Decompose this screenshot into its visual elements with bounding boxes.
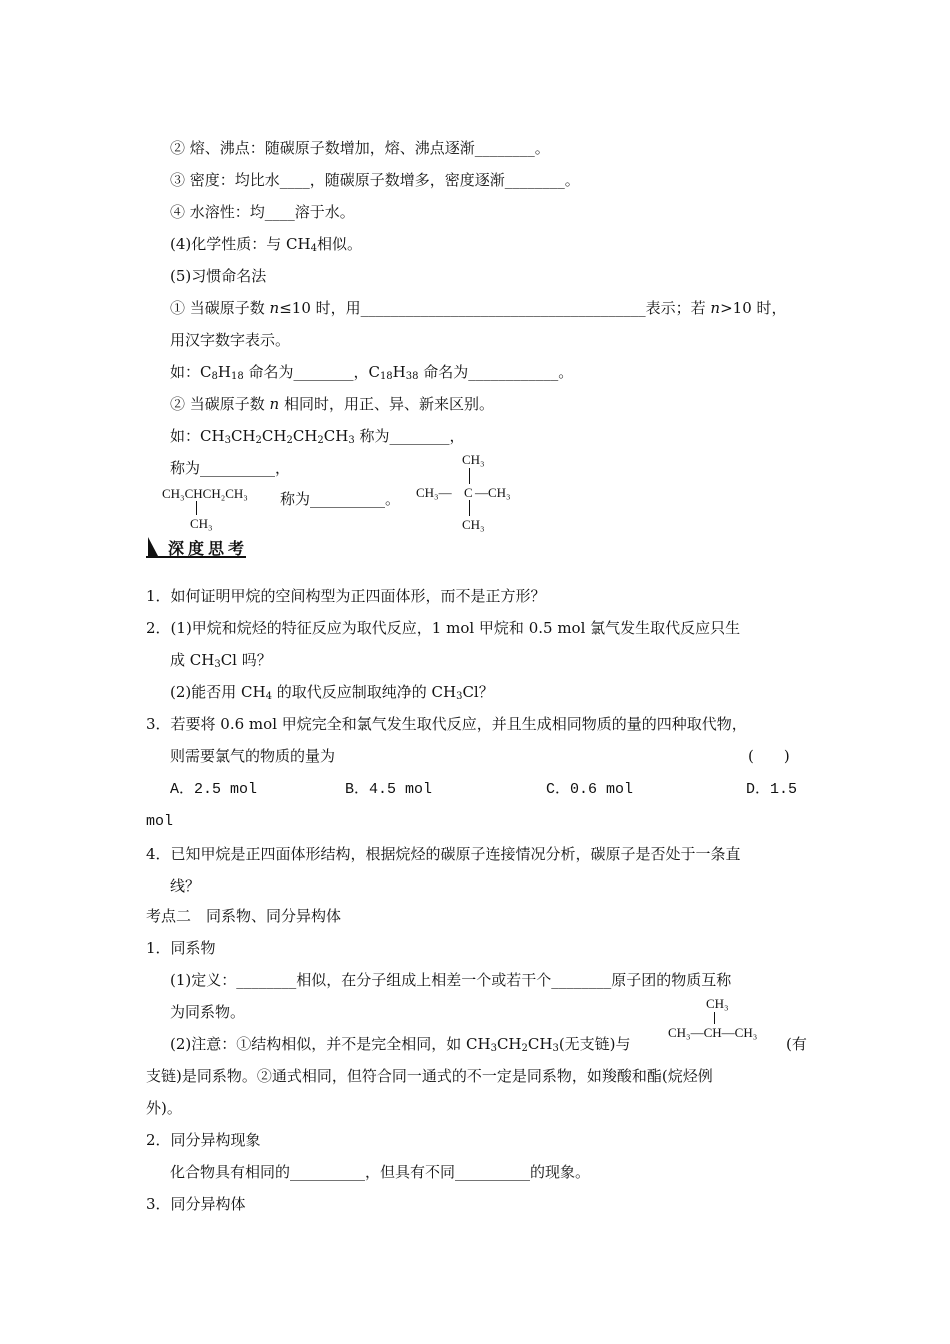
question-2-part1: 2．(1)甲烷和烷烃的特征反应为取代反应，1 mol 甲烷和 0.5 mol 氯气发生取代反应只生 [146,619,741,637]
option-c: C．0.6 mol [546,781,634,798]
section-header-icon [148,537,158,556]
structure-top: CH₃ [462,452,485,467]
text-line-naming-rule-1: ① 当碳原子数 n≤10 时，用______________________________________表示；若 n>10 时， [170,299,787,317]
question-2-part2: (2)能否用 $CH_4$ 的取代反应制取纯净的 $CH_3Cl$？ [170,683,494,702]
structure-left: CH₃— [416,485,452,500]
topic-2-subheading-3: 3．同分异构体 [146,1195,246,1213]
text-line-neopentane-label: 称为__________。 [280,490,401,508]
note-line-3: 外)。 [146,1099,182,1117]
definition-line-1: (1)定义：________相似，在分子组成上相差一个或若干个________原子团的物质互称 [170,971,732,989]
text-line-naming-heading: (5)习惯命名法 [170,267,267,285]
text-line-naming-rule-2: ② 当碳原子数 n 相同时，用正、异、新来区别。 [170,395,494,413]
structure-bond [469,500,470,516]
topic-2-subheading-2: 2．同分异构现象 [146,1131,261,1149]
question-3: 3．若要将 0.6 mol 甲烷完全和氯气发生取代反应，并且生成相同物质的量的四种取代物， [146,715,747,733]
structure-bond [714,1012,715,1024]
text-line-naming-example-1: 如：$C_8H_{18}$ 命名为________，$C_{18}H_{38}$ 命名为____________。 [170,363,574,382]
question-3-cont: 则需要氯气的物质的量为 [170,747,336,765]
definition-line-2: 为同系物。 [170,1003,246,1021]
question-4: 4．已知甲烷是正四面体形结构，根据烷烃的碳原子连接情况分析，碳原子是否处于一条直 [146,845,741,863]
section-header: 深度思考 [168,539,249,558]
structure-center: C [464,485,473,500]
question-1: 1．如何证明甲烷的空间构型为正四面体形，而不是正方形？ [146,587,546,605]
note-line-1-end: (有 [786,1035,807,1053]
question-2-part1-cont: 成 $CH_3Cl$ 吗？ [170,651,272,670]
text-line-solubility: ④ 水溶性：均____溶于水。 [170,203,355,221]
structure-bottom: CH₃ [462,517,485,532]
answer-paren: ( ) [748,747,790,765]
question-4-cont: 线？ [170,877,201,895]
isomerism-definition: 化合物具有相同的__________，但具有不同__________的现象。 [170,1163,591,1181]
text-line-chemical-properties: (4)化学性质：与 $CH_4$相似。 [170,235,362,254]
text-line-naming-rule-1-cont: 用汉字数字表示。 [170,331,291,349]
option-b: B．4.5 mol [345,781,433,798]
text-line-naming-example-2: 如：$CH_3CH_2CH_2CH_2CH_3$ 称为________， [170,427,465,446]
text-line-isobutane-label: 称为__________， [170,459,291,477]
topic-2-title: 考点二 同系物、同分异构体 [146,907,342,925]
structure-top: CH₃ [706,996,729,1011]
option-a: A．2.5 mol [170,781,258,798]
text-line-density: ③ 密度：均比水____，随碳原子数增多，密度逐渐________。 [170,171,580,189]
structure-bond [469,468,470,484]
option-d: D．1.5 [746,781,798,798]
structure-right: —CH₃ [475,485,511,500]
option-d-unit: mol [146,813,174,830]
topic-2-subheading-1: 1．同系物 [146,939,216,957]
note-line-1: (2)注意：①结构相似，并不是完全相同，如 $CH_3CH_2CH_3$(无支链)与 [170,1035,631,1054]
structure-branch: CH₃ [190,516,213,531]
note-line-2: 支链)是同系物。②通式相同，但符合同一通式的不一定是同系物，如羧酸和酯(烷烃例 [146,1067,713,1085]
structure-main-chain: CH₃CHCH₂CH₃ [162,486,248,501]
text-line-melting-point: ② 熔、沸点：随碳原子数增加，熔、沸点逐渐________。 [170,139,550,157]
structure-main-chain: CH₃—CH—CH₃ [668,1025,758,1040]
structure-bond [196,501,197,515]
